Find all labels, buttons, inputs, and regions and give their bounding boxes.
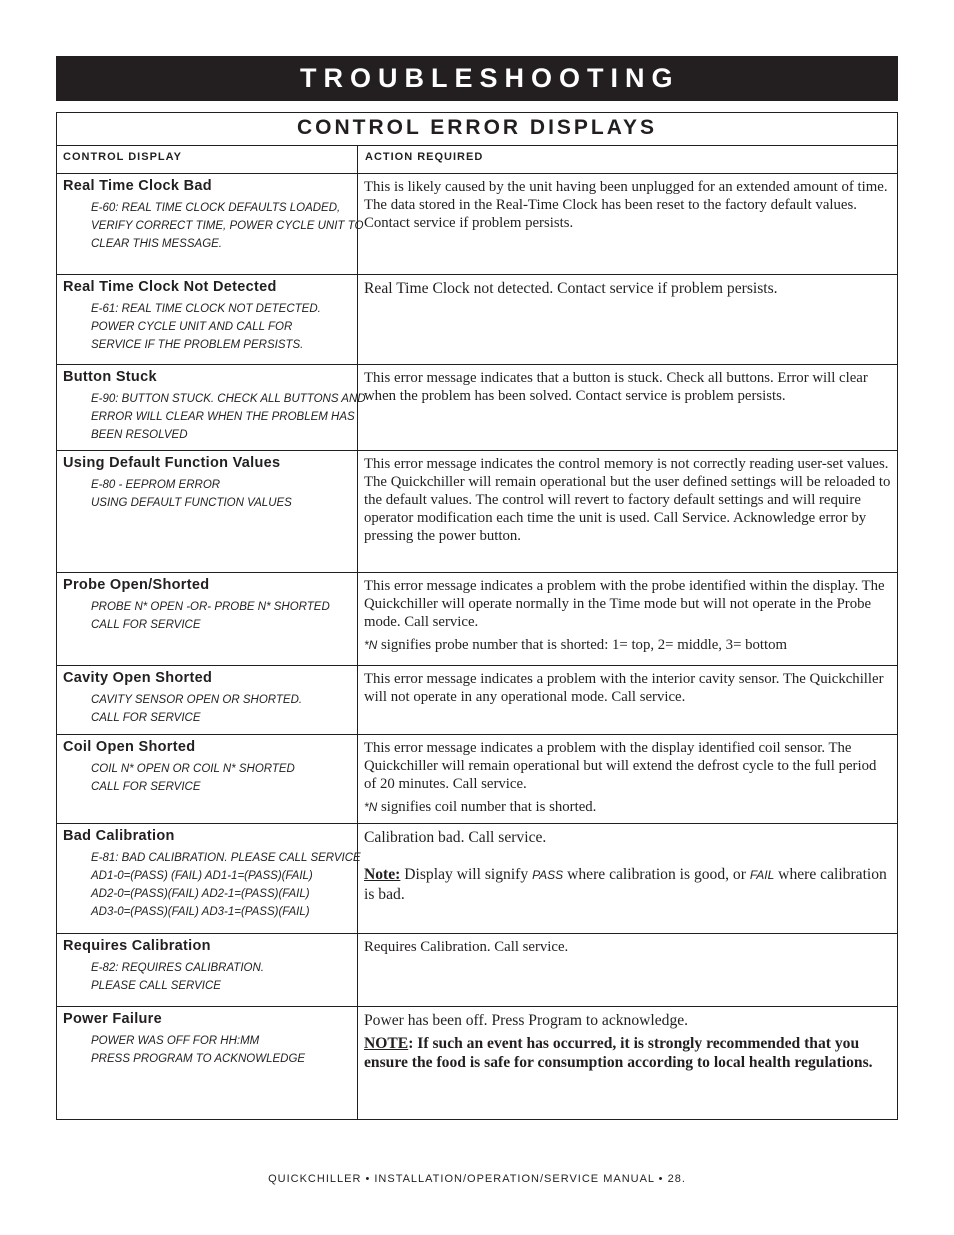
action-text: Calibration bad. Call service. bbox=[364, 829, 547, 846]
display-line: POWER CYCLE UNIT AND CALL FOR bbox=[91, 321, 293, 333]
display-line: E-82: REQUIRES CALIBRATION. bbox=[91, 962, 264, 974]
display-line: PROBE N* OPEN -OR- PROBE N* SHORTED bbox=[91, 601, 330, 613]
display-message bbox=[91, 598, 353, 634]
page-footer: QUICKCHILLER • INSTALLATION/OPERATION/SERVICE MANUAL • 28. bbox=[268, 1173, 686, 1185]
display-line: E-90: BUTTON STUCK. CHECK ALL BUTTONS AND bbox=[91, 393, 366, 405]
action-cell bbox=[364, 178, 892, 232]
display-line: USING DEFAULT FUNCTION VALUES bbox=[91, 497, 292, 509]
display-message bbox=[91, 476, 353, 512]
calibration-note bbox=[364, 865, 892, 904]
table-row bbox=[57, 174, 897, 275]
error-title: Coil Open Shorted bbox=[63, 739, 196, 755]
display-line: CALL FOR SERVICE bbox=[91, 712, 201, 724]
action-text: This is likely caused by the unit having been unplugged for an extended amount of time. The data stored in the Real-Time Clock has been reset to the factory default values. Contact service if problem persists. bbox=[364, 179, 888, 231]
control-display-cell bbox=[63, 938, 353, 995]
display-line: E-80 - EEPROM ERROR bbox=[91, 479, 221, 491]
error-title: Bad Calibration bbox=[63, 828, 175, 844]
display-line: BEEN RESOLVED bbox=[91, 429, 188, 441]
section-title: CONTROL ERROR DISPLAYS bbox=[57, 113, 897, 146]
action-text: Power has been off. Press Program to acknowledge. bbox=[364, 1012, 689, 1029]
note-label: Note: bbox=[364, 866, 401, 883]
display-line: SERVICE IF THE PROBLEM PERSISTS. bbox=[91, 339, 304, 351]
action-text: This error message indicates a problem with the probe identified within the display. The Quickchiller will operate normally in the Time mode but will not operate in the Probe mode. Call service. bbox=[364, 578, 885, 630]
action-cell bbox=[364, 1011, 892, 1072]
display-message bbox=[91, 849, 361, 921]
action-text: This error message indicates a problem with the interior cavity sensor. The Quickchiller will not operate in any operational mode. Call service. bbox=[364, 671, 884, 705]
display-line: CALL FOR SERVICE bbox=[91, 619, 201, 631]
display-line: COIL N* OPEN OR COIL N* SHORTED bbox=[91, 763, 295, 775]
page-title: TROUBLESHOOTING bbox=[300, 63, 680, 93]
table-row bbox=[57, 735, 897, 824]
display-line: VERIFY CORRECT TIME, POWER CYCLE UNIT TO bbox=[91, 220, 364, 232]
display-line: ERROR WILL CLEAR WHEN THE PROBLEM HAS bbox=[91, 411, 355, 423]
table-row bbox=[57, 451, 897, 573]
control-display-cell bbox=[63, 369, 366, 444]
error-title: Requires Calibration bbox=[63, 938, 211, 954]
control-display-cell bbox=[63, 739, 353, 796]
error-title: Real Time Clock Not Detected bbox=[63, 279, 277, 295]
table-row bbox=[57, 934, 897, 1007]
table-row bbox=[57, 666, 897, 735]
display-line: CALL FOR SERVICE bbox=[91, 781, 201, 793]
display-line: E-60: REAL TIME CLOCK DEFAULTS LOADED, bbox=[91, 202, 341, 214]
display-line: CAVITY SENSOR OPEN OR SHORTED. bbox=[91, 694, 303, 706]
error-title: Using Default Function Values bbox=[63, 455, 281, 471]
display-message bbox=[91, 199, 364, 253]
table-row bbox=[57, 1007, 897, 1119]
control-display-cell bbox=[63, 670, 353, 727]
action-text: This error message indicates the control memory is not correctly reading user-set values. The Quickchiller will remain operational but the user defined settings will be reloaded to the default values. The control will revert to factory default settings and will require operator modification each time the unit is used. Call Service. Acknowledge error by pressing the power button. bbox=[364, 456, 891, 544]
action-cell bbox=[364, 455, 892, 545]
display-line: POWER WAS OFF FOR HH:MM bbox=[91, 1035, 260, 1047]
display-line: E-61: REAL TIME CLOCK NOT DETECTED. bbox=[91, 303, 321, 315]
control-display-cell bbox=[63, 577, 353, 634]
display-line: E-81: BAD CALIBRATION. PLEASE CALL SERVICE bbox=[91, 852, 361, 864]
display-line: CLEAR THIS MESSAGE. bbox=[91, 238, 223, 250]
display-message bbox=[91, 760, 353, 796]
display-message bbox=[91, 959, 353, 995]
display-message bbox=[91, 390, 366, 444]
display-line: AD3-0=(PASS)(FAIL) AD3-1=(PASS)(FAIL) bbox=[91, 906, 310, 918]
table-row bbox=[57, 365, 897, 451]
control-display-cell bbox=[63, 828, 361, 921]
display-message bbox=[91, 300, 353, 354]
fail-indicator: FAIL bbox=[749, 868, 775, 882]
error-title: Power Failure bbox=[63, 1011, 162, 1027]
note-text: where calibration is good, or bbox=[563, 866, 750, 883]
display-message bbox=[91, 691, 353, 727]
error-title: Probe Open/Shorted bbox=[63, 577, 210, 593]
pass-indicator: PASS bbox=[532, 868, 564, 882]
error-title: Button Stuck bbox=[63, 369, 157, 385]
error-title: Real Time Clock Bad bbox=[63, 178, 212, 194]
action-text: This error message indicates that a button is stuck. Check all buttons. Error will clear when the problem has been solved. Contact service is problem persists. bbox=[364, 370, 868, 404]
error-title: Cavity Open Shorted bbox=[63, 670, 213, 686]
column-header-display: CONTROL DISPLAY bbox=[63, 151, 182, 163]
action-footnote bbox=[364, 636, 892, 654]
action-cell bbox=[364, 938, 892, 956]
display-line: PLEASE CALL SERVICE bbox=[91, 980, 221, 992]
column-header-row bbox=[57, 146, 897, 174]
action-cell bbox=[364, 577, 892, 654]
action-cell bbox=[364, 279, 892, 298]
display-line: PRESS PROGRAM TO ACKNOWLEDGE bbox=[91, 1053, 306, 1065]
action-cell bbox=[364, 828, 892, 904]
table-row bbox=[57, 824, 897, 934]
control-display-cell bbox=[63, 455, 353, 512]
action-cell bbox=[364, 670, 892, 706]
display-line: AD1-0=(PASS) (FAIL) AD1-1=(PASS)(FAIL) bbox=[91, 870, 313, 882]
footnote-text: signifies coil number that is shorted. bbox=[377, 799, 597, 815]
page-banner bbox=[56, 56, 898, 101]
note-text: : If such an event has occurred, it is strongly recommended that you ensure the food is safe for consumption according to local health regulations. bbox=[364, 1035, 873, 1071]
action-text: Real Time Clock not detected. Contact service if problem persists. bbox=[364, 280, 778, 297]
action-cell bbox=[364, 369, 892, 405]
safety-note bbox=[364, 1034, 892, 1072]
action-cell bbox=[364, 739, 892, 816]
control-display-cell bbox=[63, 279, 353, 354]
control-display-cell bbox=[63, 1011, 353, 1068]
display-message bbox=[91, 1032, 353, 1068]
error-table bbox=[56, 112, 898, 1120]
table-row bbox=[57, 573, 897, 666]
table-row bbox=[57, 275, 897, 365]
action-text: This error message indicates a problem with the display identified coil sensor. The Quickchiller will remain operational but will extend the defrost cycle to the full period of 20 minutes. Call service. bbox=[364, 740, 877, 792]
footnote-symbol: *N bbox=[364, 638, 378, 652]
note-text: where calibration is bad. bbox=[364, 866, 887, 903]
action-footnote bbox=[364, 798, 892, 816]
note-label: NOTE bbox=[364, 1035, 409, 1052]
action-text: Requires Calibration. Call service. bbox=[364, 939, 569, 955]
footnote-text: signifies probe number that is shorted: 1= top, 2= middle, 3= bottom bbox=[377, 637, 788, 653]
footnote-symbol: *N bbox=[364, 800, 378, 814]
column-header-action: ACTION REQUIRED bbox=[365, 151, 484, 163]
control-display-cell bbox=[63, 178, 364, 253]
display-line: AD2-0=(PASS)(FAIL) AD2-1=(PASS)(FAIL) bbox=[91, 888, 310, 900]
note-text: Display will signify bbox=[400, 866, 533, 883]
